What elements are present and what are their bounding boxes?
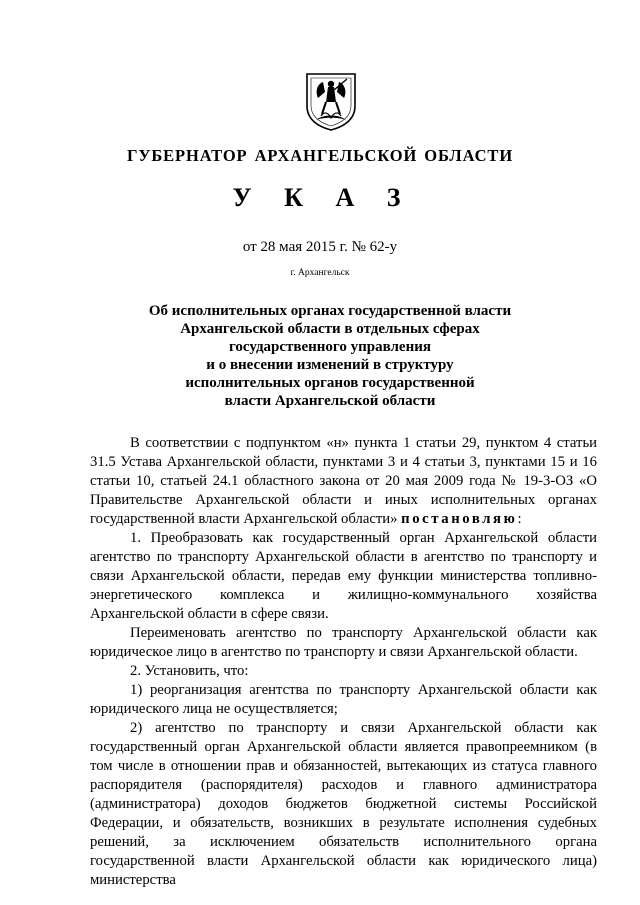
decree-colon: : [517,511,522,527]
city-label: г. Архангельск [290,268,350,278]
paragraph-2: 2. Установить, что: [130,663,249,679]
title-line: Об исполнительных органах государственной власти [148,303,512,319]
preamble-text: В соответствии с подпунктом «н» пункта 1 статьи 29, пунктом 4 статьи 31.5 Устава Архангельской области, пунктами 3 и 4 статьи 3, пунктами 15 и 16 статьи 10, статьей 24.1 областного закона от 20 мая 2009 года № 19-3-ОЗ «О Правительстве Архангельской области и иных исполнительных органах государственной власти Архангельской области» [90,435,597,527]
paragraph-2-item-2: 2) агентство по транспорту и связи Архангельской области как государственный орган Архангельской области является правопреемником (в том числе в отношении прав и обязанностей, вытекающих из статуса главного распорядителя (распорядителя) расходов и главного администратора (администратора) доходов бюджетов бюджетной системы Российской Федерации, и обязательств, возникших в результате исполнения судебных решений, за исключением обязательств исполнительного органа государственной власти Архангельской области как юридического лица) министерства [90,720,597,888]
issuer-heading: ГУБЕРНАТОР АРХАНГЕЛЬСКОЙ ОБЛАСТИ [126,146,514,165]
title-line: и о внесении изменений в структуру [206,357,454,373]
decree-word: постановляю [401,511,518,527]
document-type-heading: У К А З [232,183,414,212]
paragraph-1-rename: Переименовать агентство по транспорту Архангельской области как юридическое лицо в агентство по транспорту и связи Архангельской области. [90,625,597,660]
title-line: Архангельской области в отдельных сферах [180,321,480,337]
document-title [100,302,560,410]
title-line: исполнительных органов государственной [185,375,475,391]
paragraph-2-item-1: 1) реорганизация агентства по транспорту Архангельской области как юридического лица не осуществляется; [90,682,597,717]
title-line: власти Архангельской области [224,393,436,409]
title-line: государственного управления [228,339,431,355]
coat-of-arms-emblem [303,70,359,132]
document-body [90,434,597,890]
paragraph-1: 1. Преобразовать как государственный орган Архангельской области агентство по транспорту Архангельской области в агентство по транспорту и связи Архангельской области, передав ему функции министерства топливно-энергетического комплекса и жилищно-коммунального хозяйства Архангельской области в сфере связи. [90,530,597,622]
date-number-line: от 28 мая 2015 г. № 62-у [242,239,398,255]
preamble-paragraph [90,434,597,529]
